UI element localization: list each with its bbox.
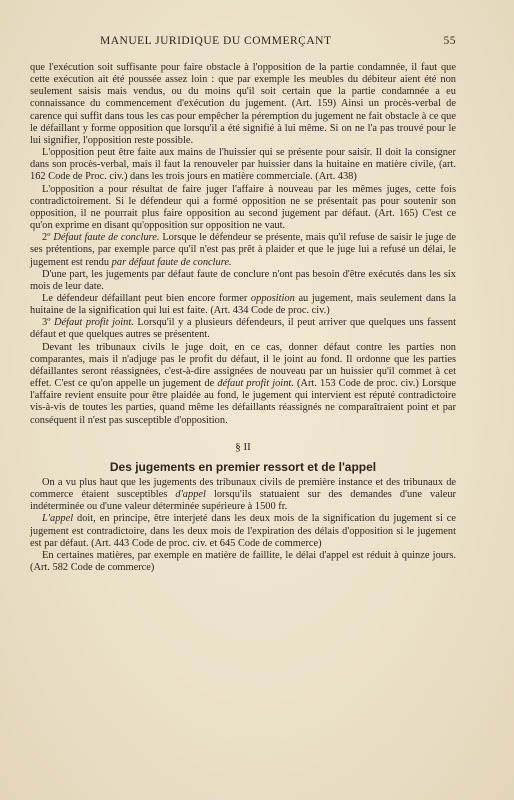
paragraph [30,232,456,268]
paragraph [30,513,456,549]
text-run: que l'exécution soit suffisante pour faire obstacle à l'opposition de la partie condamnée, il faut que cette exécution ait été poussée assez loin : que par exemple les meubles du débiteur aient été non seulement saisis mais vendus, ou du moins qu'il soit certain que la partie condamnée a eu connaissance du commencement d'exécution du jugement. (Art. 159) Ainsi un procès-verbal de carence qui suffit dans tous les cas pour empêcher la péremption du jugement ne fait obstacle à ce que le défaillant y forme opposition que lorsqu'il a été signifié à lui même. Si on ne l'a pas trouvé pour le lui signifier, l'opposition reste possible. [30,62,456,146]
italic-run: par défaut faute de conclure. [111,256,232,268]
paragraph [30,147,456,183]
text-run: L'opposition a pour résultat de faire juger l'affaire à nouveau par les mêmes juges, cette fois contradictoirement. Si le défendeur qui a formé opposition ne se présentait pas pour soutenir son opposition, il ne pourrait plus faire opposition au second jugement par défaut. (Art. 165) C'est ce qu'on exprime en disant qu'opposition sur opposition ne vaut. [30,183,456,232]
text-run: Devant les tribunaux civils le juge doit, en ce cas, donner défaut contre les parties non comparantes, mais il n'adjuge pas le profit du défaut, il le joint au fond. Il ordonne que les parties défaillantes seront réassignées, c'est-à-dire assignées de nouveau par un huissier qu'il commet à cet effet. C'est ce qu'on appelle un jugement de [30,341,456,390]
paragraph [30,62,456,147]
italic-run: L'appel [42,513,74,525]
text-run: En certaines matières, par exemple en matière de faillite, le délai d'appel est réduit à quinze jours. (Art. 582 Code de commerce) [30,549,456,574]
paragraph [30,477,456,513]
text-run: D'une part, les jugements par défaut faute de conclure n'ont pas besoin d'être exécutés dans les six mois de leur date. [30,268,456,292]
section-heading: Des jugements en premier ressort et de l'appel [109,459,377,474]
italic-run: d'appel [175,489,206,501]
paragraph [30,184,456,233]
paragraph [30,550,456,574]
text-run: On a vu plus haut que les jugements des tribunaux civils de première instance et des tribunaux de commerce étaient susceptibles [30,477,456,501]
paragraph [30,293,456,317]
text-run: 2º [42,232,54,244]
paragraph [30,342,456,427]
italic-run: défaut profit joint. [217,378,294,390]
paragraph [30,269,456,293]
text-run: au jugement, mais seulement dans la huitaine de la signification qui lui est faite. (Art. 434 Code de proc. civ.) [30,292,456,317]
text-run: Lorsque le défendeur se présente, mais qu'il refuse de saisir le juge de ses prétentions, par exemple parce qu'il n'est pas prêt à plaider et que le juge lui a refusé un délai, le jugement est rendu [30,232,456,268]
running-title: MANUEL JURIDIQUE DU COMMERÇANT [100,35,332,47]
text-run: Lorsqu'il y a plusieurs défendeurs, il peut arriver que quelques uns fassent défaut et que quelques autres se présentent. [30,317,456,341]
italic-run: Défaut faute de conclure. [53,232,160,244]
page-number: 55 [443,35,456,47]
paragraph [30,317,456,341]
text-run: L'opposition peut être faite aux mains de l'huissier qui se présente pour saisir. Il doit la consigner dans son procès-verbal, mais il faut la renouveler par huissier dans la huitaine en matière civile, (art. 162 Code de Proc. civ.) dans les trois jours en matière commerciale. (Art. 438) [30,147,456,183]
text-run: lorsqu'ils statuaient sur des demandes d'une valeur indéterminée ou d'une valeur déterminée supérieure à 1500 fr. [30,489,457,513]
body-text [30,62,456,574]
italic-run: Défaut profit joint. [54,317,134,329]
section-mark: § II [235,440,251,453]
italic-run: opposition [250,292,295,304]
text-run: Le défendeur défaillant peut bien encore former [42,292,251,304]
text-run: doit, en principe, être interjeté dans les deux mois de la signification du jugement si ce jugement est contradictoire, dans les deux mois de l'expiration des délais d'opposition si le jugement est par défaut. (Art. 443 Code de proc. civ. et 645 Code de commerce) [30,513,456,549]
text-run: 3º [42,317,55,329]
text-run: (Art. 153 Code de proc. civ.) Lorsque l'affaire revient ensuite pour être plaidée au fond, le jugement qui intervient est réputé contradictoire vis-à-vis de toutes les parties, quand même les défaillants réassignés ne comparaîtraient point et par conséquent il n'est pas susceptible d'opposition. [30,378,456,426]
